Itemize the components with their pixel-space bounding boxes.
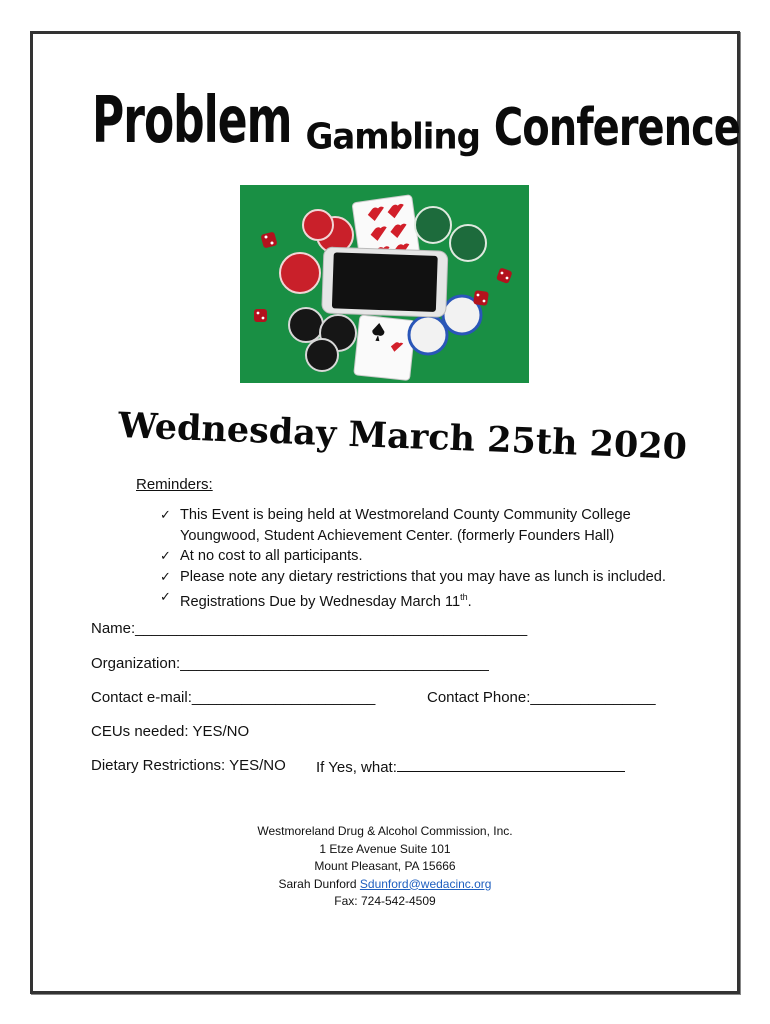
reminder-superscript: th xyxy=(460,592,468,602)
conference-title xyxy=(92,84,740,158)
footer-address2: Mount Pleasant, PA 15666 xyxy=(314,859,456,873)
reminder-item xyxy=(160,567,720,588)
reminders-heading: Reminders: xyxy=(136,476,213,493)
reminder-item-continuation xyxy=(160,526,720,547)
email-link[interactable]: Sdunford@wedacinc.org xyxy=(359,876,492,891)
reminder-item xyxy=(160,587,720,612)
dietary-details-label: If Yes, what: xyxy=(316,759,397,776)
check-icon: ✓ xyxy=(160,548,171,563)
organization-field[interactable]: Organization:_____________________________________ xyxy=(91,655,489,672)
dietary-details-field[interactable] xyxy=(316,757,625,776)
contact-footer xyxy=(200,823,570,911)
footer-org: Westmoreland Drug & Alcohol Commission, Inc. xyxy=(257,824,513,838)
reminder-item xyxy=(160,505,720,526)
reminder-text: Youngwood, Student Achievement Center. (formerly Founders Hall) xyxy=(180,527,615,544)
reminder-item xyxy=(160,546,720,567)
casino-photo xyxy=(240,185,529,383)
reminder-text: Please note any dietary restrictions that you may have as lunch is included. xyxy=(180,568,666,585)
dietary-details-line[interactable] xyxy=(397,757,625,772)
name-field[interactable]: Name:_______________________________________________ xyxy=(91,620,528,637)
reminder-text: At no cost to all participants. xyxy=(180,548,363,564)
date-heading: Wednesday March 25th 2020 xyxy=(117,405,688,468)
footer-contact-name: Sarah Dunford xyxy=(278,876,357,891)
footer-fax: Fax: 724-542-4509 xyxy=(334,894,436,908)
footer-address1: 1 Etze Avenue Suite 101 xyxy=(319,841,451,856)
title-word-problem: Problem xyxy=(92,84,292,158)
email-field[interactable]: Contact e-mail:______________________ xyxy=(91,689,376,706)
reminders-list xyxy=(160,505,720,612)
reminder-period: . xyxy=(467,593,472,610)
check-icon: ✓ xyxy=(160,568,171,584)
title-word-gambling: Gambling xyxy=(305,116,480,158)
title-word-conference: Conference xyxy=(493,98,740,158)
check-icon: ✓ xyxy=(160,507,171,522)
ceus-field[interactable]: CEUs needed: YES/NO xyxy=(91,723,250,740)
phone-field[interactable]: Contact Phone:_______________ xyxy=(427,689,656,706)
footer-contact xyxy=(200,876,570,894)
reminder-text: This Event is being held at Westmoreland County Community College xyxy=(180,507,631,523)
check-icon: ✓ xyxy=(160,589,171,604)
reminder-text: Registrations Due by Wednesday March 11 xyxy=(180,593,461,610)
dietary-field[interactable]: Dietary Restrictions: YES/NO xyxy=(91,757,286,774)
